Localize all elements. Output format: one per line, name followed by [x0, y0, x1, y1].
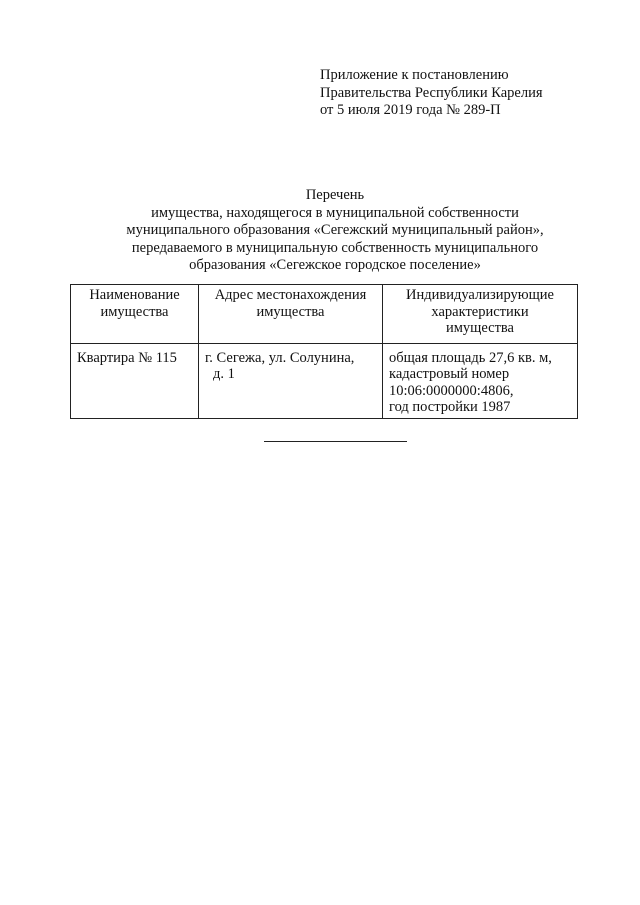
header-text: имущества [445, 320, 514, 336]
appendix-line: Приложение к постановлению [320, 67, 509, 83]
header-text: Наименование [89, 287, 180, 303]
header-text: Адрес местонахождения [214, 287, 367, 303]
cell-text: Квартира № 115 [77, 349, 177, 366]
property-table [70, 284, 578, 419]
document-title [70, 187, 600, 275]
header-characteristics [383, 285, 578, 344]
appendix-line: от 5 июля 2019 года № 289-П [320, 102, 501, 118]
cell-name [71, 343, 199, 418]
table-header-row [71, 285, 578, 344]
title-line: имущества, находящегося в муниципальной собственности [151, 204, 519, 221]
header-name [71, 285, 199, 344]
cell-text: д. 1 [213, 366, 235, 382]
title-line: образования «Сегежское городское поселение» [189, 257, 481, 273]
title-line: передаваемого в муниципальную собственность муниципального [131, 239, 539, 256]
cell-characteristics [383, 343, 578, 418]
table-row [71, 343, 578, 418]
header-text: имущества [256, 303, 325, 320]
appendix-line: Правительства Республики Карелия [320, 84, 543, 101]
closing-divider [264, 441, 407, 442]
cell-address [199, 343, 383, 418]
title-line: муниципального образования «Сегежский муниципальный район», [126, 222, 544, 238]
cell-text: общая площадь 27,6 кв. м, [389, 349, 552, 366]
appendix-header [320, 67, 543, 120]
title-line: Перечень [305, 187, 365, 203]
cell-text: 10:06:0000000:4806, [389, 382, 514, 399]
header-text: имущества [100, 303, 169, 320]
header-address [199, 285, 383, 344]
cell-text: год постройки 1987 [389, 399, 511, 415]
cell-text: кадастровый номер [389, 366, 510, 382]
cell-text: г. Сегежа, ул. Солунина, [205, 349, 355, 366]
header-text: Индивидуализирующие [406, 287, 554, 303]
header-text: характеристики [431, 303, 529, 320]
